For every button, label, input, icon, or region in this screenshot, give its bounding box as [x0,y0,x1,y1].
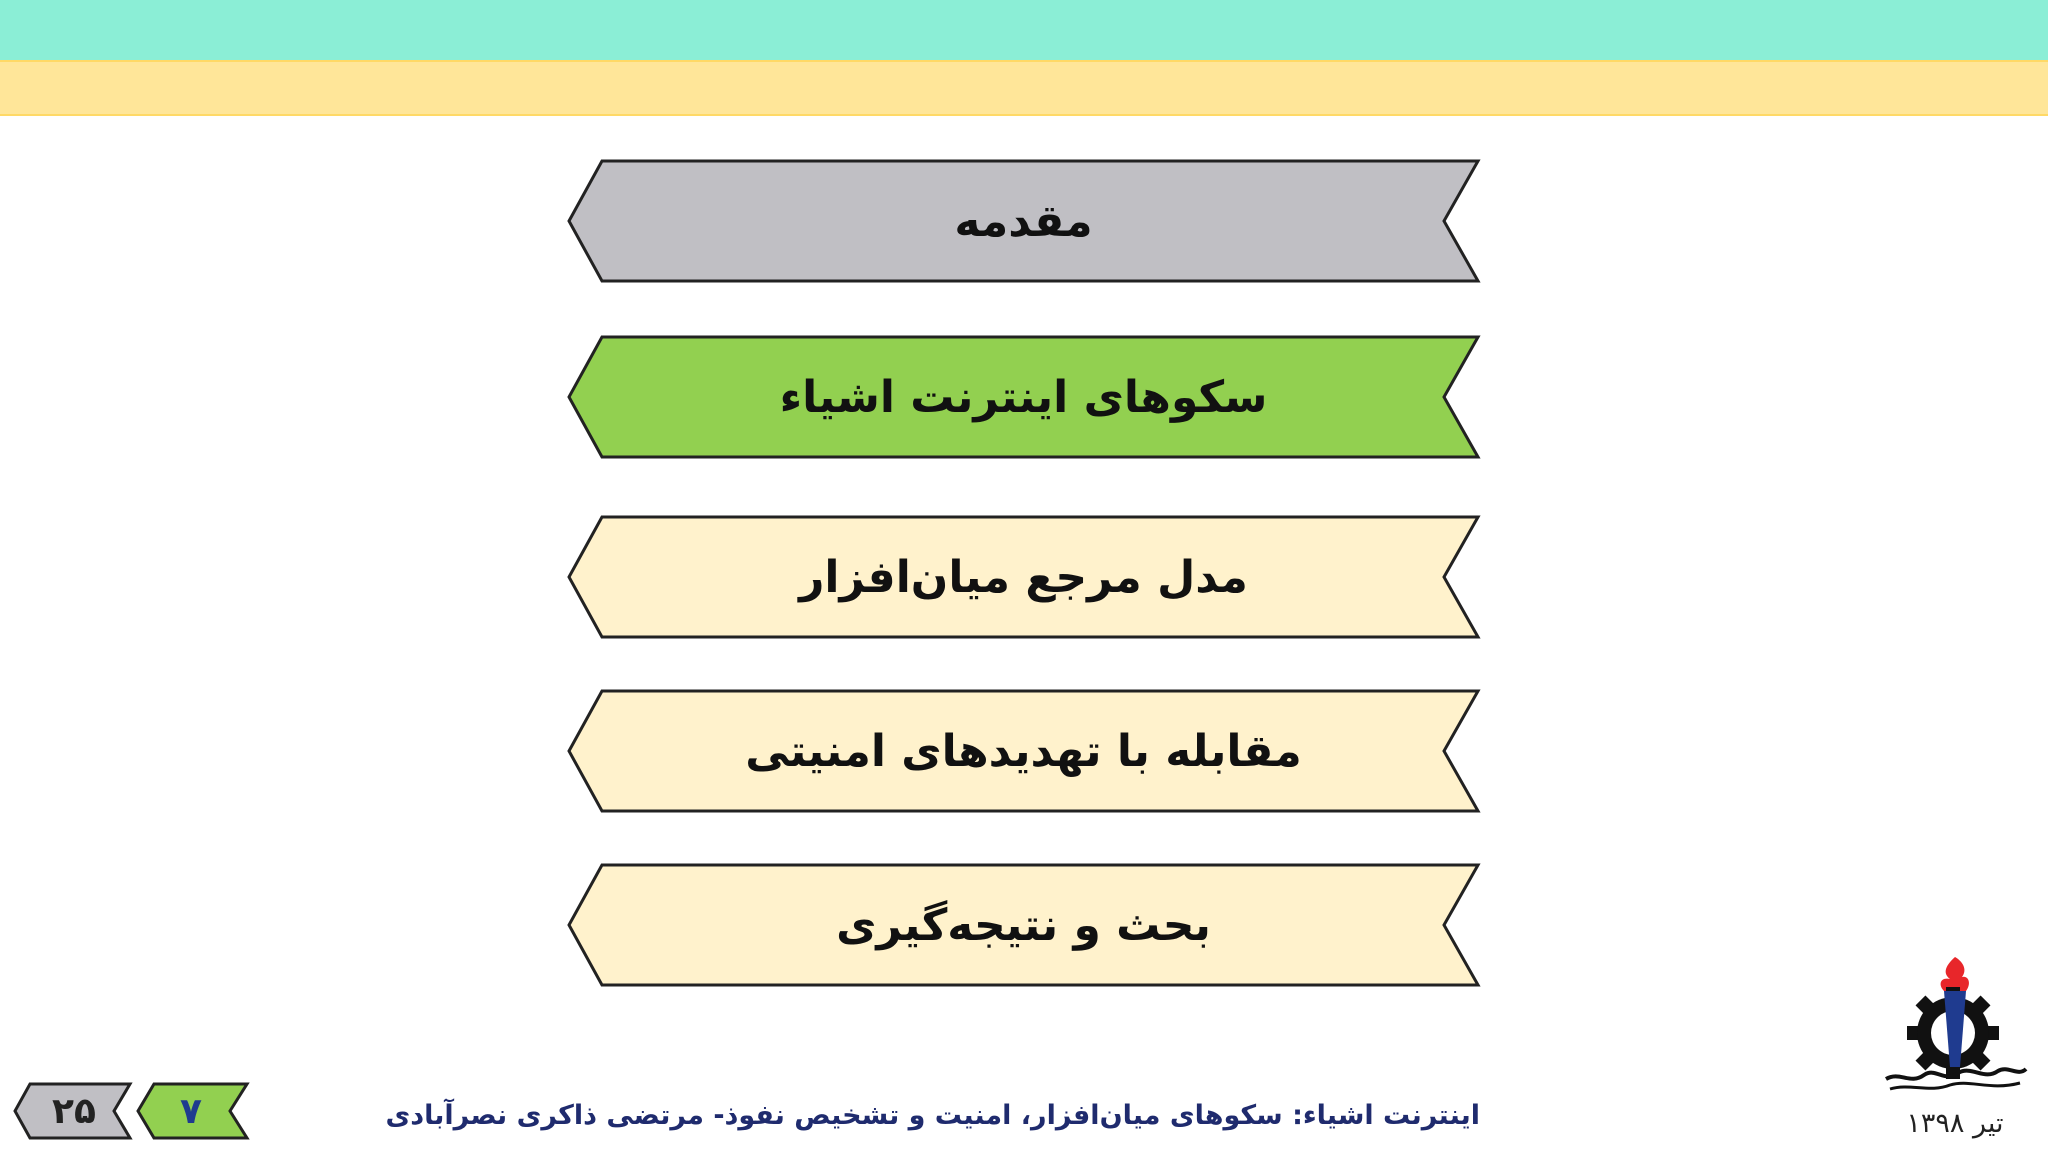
agenda-item-discussion-conclusion[interactable] [567,863,1480,987]
header-band-yellow [0,60,2048,116]
agenda-item-label: مقابله با تهدیدهای امنیتی [745,725,1302,777]
agenda-item-introduction[interactable] [567,159,1480,283]
footer-title: اینترنت اشیاء: سکوهای میان‌افزار، امنیت و تشخیص نفوذ- مرتضی ذاکری نصرآبادی [385,1100,1480,1131]
slide-pager [12,1080,252,1142]
agenda-item-label: سکوهای اینترنت اشیاء [779,371,1268,423]
university-logo [1880,955,2030,1105]
agenda-item-label: بحث و نتیجه‌گیری [836,899,1211,951]
agenda-item-label: مقدمه [954,195,1093,247]
agenda-item-security-threats[interactable] [567,689,1480,813]
header-band-teal [0,0,2048,60]
gear-torch-icon [1880,955,2030,1105]
agenda-item-label: مدل مرجع میان‌افزار [799,551,1248,603]
pager-current-page[interactable]: ۷ [180,1090,202,1132]
presentation-date: تیر ۱۳۹۸ [1906,1108,2004,1139]
agenda-item-middleware-reference-model[interactable] [567,515,1480,639]
agenda-item-iot-platforms[interactable] [567,335,1480,459]
pager-total-count: ۲۵ [52,1090,96,1132]
